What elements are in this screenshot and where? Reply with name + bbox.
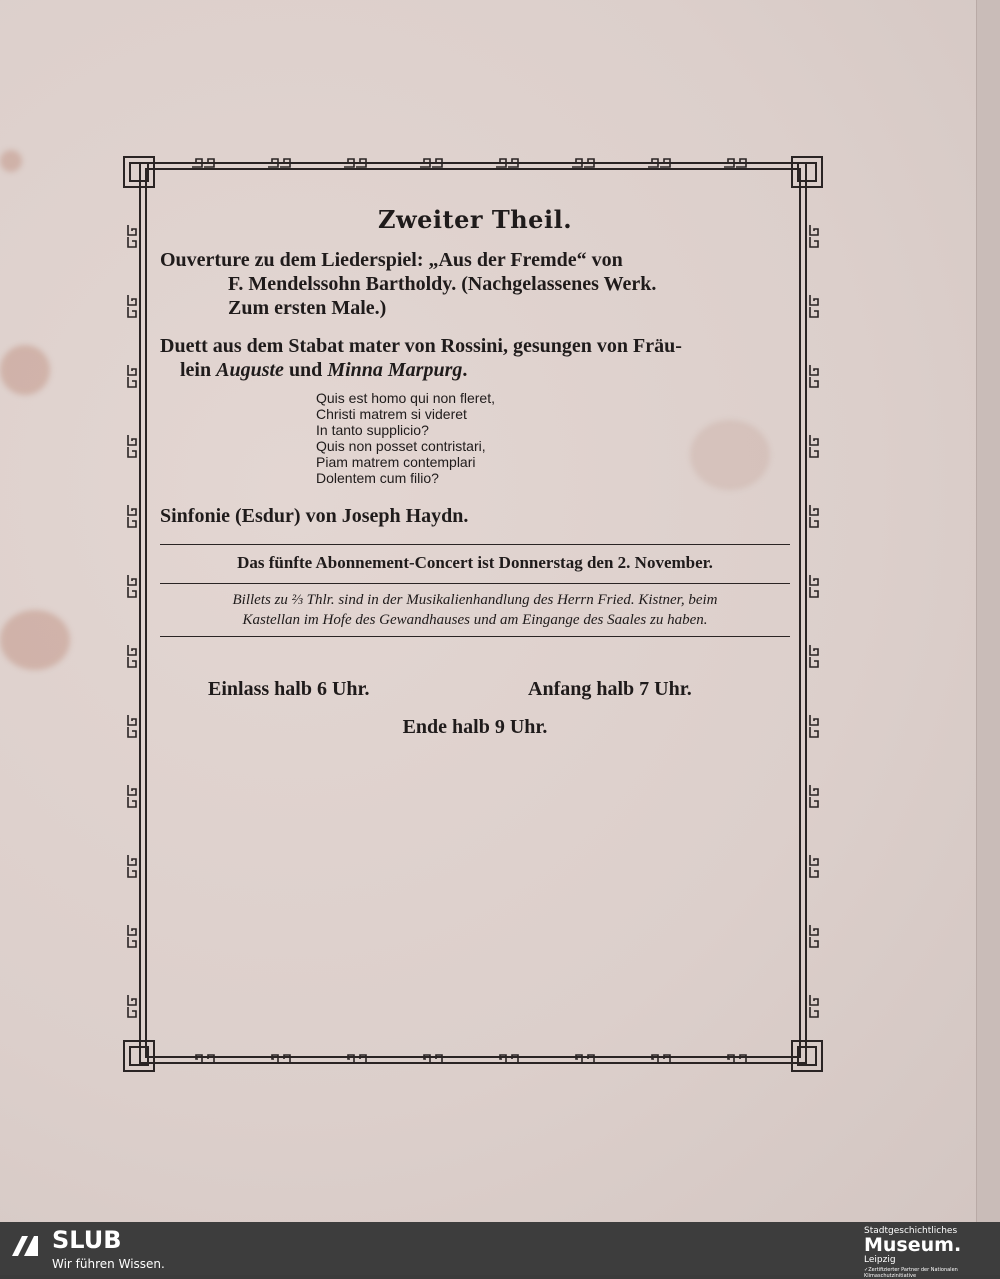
border-key [128,435,136,457]
border-key [810,295,818,317]
tickets-info [160,584,790,636]
border-key [810,995,818,1017]
border-key [128,925,136,947]
singer-1: Auguste [216,359,284,381]
concert-notice: Das fünfte Abonnement-Concert ist Donnerstag den 2. November. [237,553,713,572]
admission-time: Einlass halb 6 Uhr. [208,678,370,700]
latin-line: Dolentem cum filio? [316,470,439,486]
stain [0,150,22,172]
border-key [128,855,136,877]
tickets-line-1: Billets zu ⅔ Thlr. sind in der Musikalienhandlung des Herrn Fried. Kistner, beim [232,592,718,608]
latin-line: In tanto supplicio? [316,422,429,438]
duet-and: und [288,359,323,381]
duet-end: . [462,359,468,381]
border-key [128,575,136,597]
border-key [810,225,818,247]
border-key [810,925,818,947]
overture-line-3: Zum ersten Male.) [228,297,387,319]
tickets-line-2: Kastellan im Hofe des Gewandhauses und am Eingange des Saales zu haben. [242,612,708,628]
border-key [810,505,818,527]
border-key [810,715,818,737]
singer-2: Minna Marpurg [327,359,463,381]
stain [0,345,50,395]
border-key [810,575,818,597]
duet-prefix: lein [180,359,212,381]
program-item-overture [160,248,790,320]
latin-text [316,390,790,486]
program-item-symphony: Sinfonie (Esdur) von Joseph Haydn. [160,505,469,527]
start-time: Anfang halb 7 Uhr. [528,678,692,700]
museum-logo[interactable] [864,1226,984,1279]
divider [160,636,790,637]
border-key [128,295,136,317]
section-heading: Zweiter Theil. [377,205,573,234]
footer-bar [0,1222,1000,1279]
overture-line-1: Ouverture zu dem Liederspiel: „Aus der Fremde“ von [160,249,623,271]
border-key [810,645,818,667]
latin-line: Quis non posset contristari, [316,438,486,454]
paper-edge [976,0,1000,1222]
latin-line: Christi matrem si videret [316,406,467,422]
museum-line-2: Museum. [864,1234,962,1256]
border-key [128,995,136,1017]
border-key [810,785,818,807]
border-key [810,365,818,387]
latin-line: Quis est homo qui non fleret, [316,390,495,406]
border-key [128,365,136,387]
latin-line: Piam matrem contemplari [316,454,476,470]
museum-line-3: Leipzig [864,1255,896,1265]
border-key [128,715,136,737]
program-text [160,195,790,637]
overture-line-2: F. Mendelssohn Bartholdy. (Nachgelassenes Werk. [228,273,657,295]
program-item-duet [160,334,790,382]
duet-line-1: Duett aus dem Stabat mater von Rossini, gesungen von Fräu- [160,335,682,357]
border-key [128,225,136,247]
slub-tagline: Wir führen Wissen. [52,1257,165,1271]
border-key [810,855,818,877]
border-key [128,645,136,667]
museum-line-4: ✓Zertifizierter Partner der Nationalen Klimaschutzinitiative [864,1267,958,1279]
stain [0,610,70,670]
museum-line-1: Stadtgeschichtliches [864,1226,958,1236]
border-key [128,505,136,527]
border-key [810,435,818,457]
border-key [128,785,136,807]
end-time: Ende halb 9 Uhr. [402,716,548,738]
slub-name[interactable]: SLUB [52,1226,122,1254]
slub-logo-icon[interactable] [10,1232,40,1258]
